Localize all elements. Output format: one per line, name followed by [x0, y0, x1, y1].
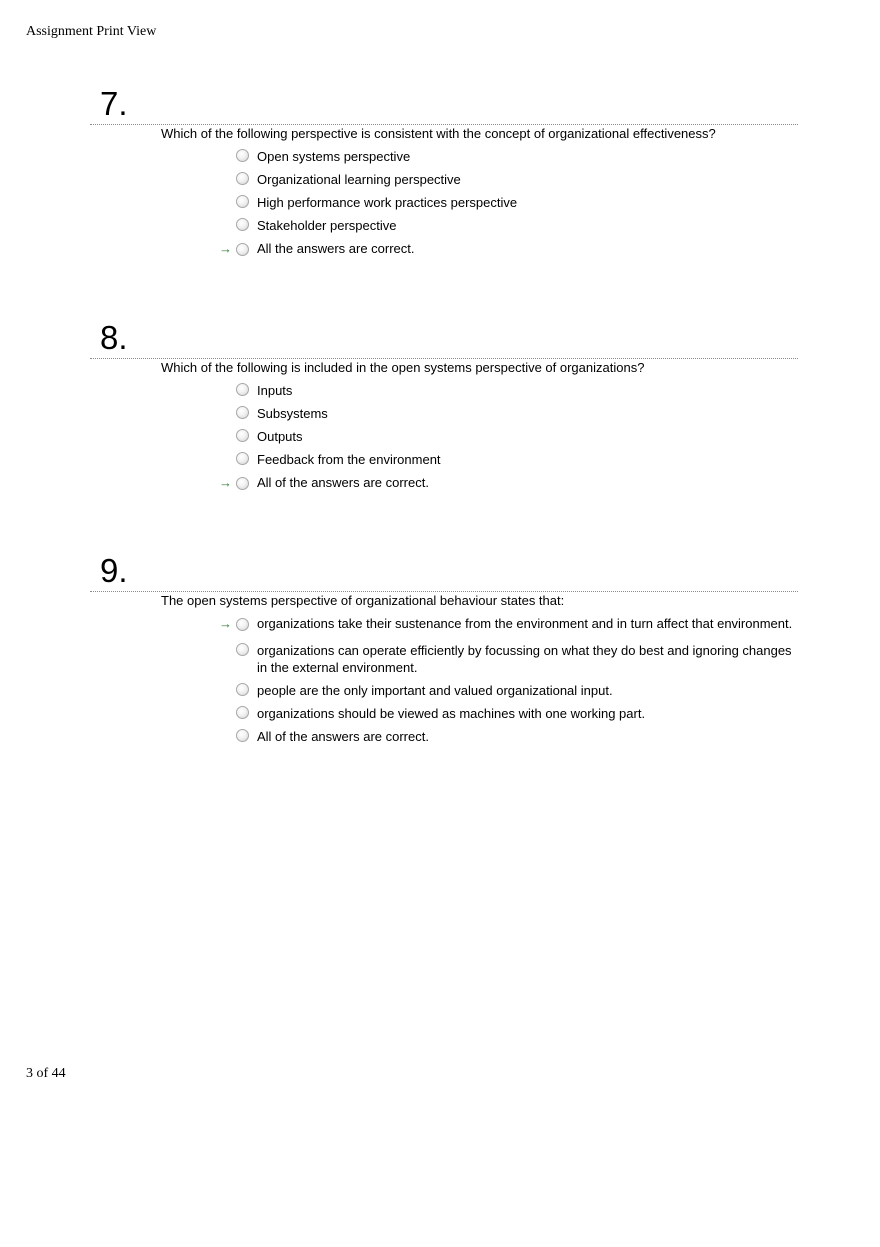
radio-button-icon[interactable] — [236, 383, 249, 396]
radio-button-icon[interactable] — [236, 406, 249, 419]
correct-answer-arrow-icon: → — [219, 241, 232, 256]
answer-option[interactable] — [236, 382, 798, 399]
answer-option-label: High performance work practices perspective — [257, 195, 518, 210]
radio-button-icon[interactable] — [236, 729, 249, 742]
answer-option[interactable] — [236, 428, 798, 445]
question-divider — [90, 591, 798, 592]
correct-answer-arrow-icon: → — [219, 616, 232, 631]
answer-option[interactable] — [236, 194, 798, 211]
answer-option-label: All the answers are correct. — [257, 241, 415, 256]
answer-option[interactable] — [236, 451, 798, 468]
question-divider — [90, 124, 798, 125]
answer-option-label: Inputs — [257, 383, 293, 398]
radio-button-icon[interactable] — [236, 618, 249, 631]
answer-options — [219, 615, 798, 745]
answer-option[interactable] — [236, 405, 798, 422]
answer-option-correct[interactable] — [219, 474, 798, 491]
radio-button-icon[interactable] — [236, 429, 249, 442]
answer-options — [219, 148, 798, 257]
question-7 — [90, 86, 798, 263]
radio-button-icon[interactable] — [236, 218, 249, 231]
radio-button-icon[interactable] — [236, 643, 249, 656]
page-number: 3 of 44 — [26, 1066, 66, 1081]
answer-option[interactable] — [236, 705, 798, 722]
answer-option-label: organizations take their sustenance from the environment and in turn affect that environment. — [257, 616, 793, 631]
answer-option-label: All of the answers are correct. — [257, 475, 429, 490]
page-header-title: Assignment Print View — [26, 24, 157, 39]
correct-answer-arrow-icon: → — [219, 475, 232, 490]
radio-button-icon[interactable] — [236, 172, 249, 185]
radio-button-icon[interactable] — [236, 706, 249, 719]
question-number: 9. — [100, 552, 128, 589]
question-8 — [90, 320, 798, 497]
answer-option-label: organizations should be viewed as machines with one working part. — [257, 706, 646, 721]
answer-option[interactable] — [236, 728, 798, 745]
answer-option-label: Subsystems — [257, 406, 328, 421]
question-number: 8. — [100, 319, 128, 356]
radio-button-icon[interactable] — [236, 683, 249, 696]
question-divider — [90, 358, 798, 359]
answer-option-label: Open systems perspective — [257, 149, 411, 164]
answer-option-label: Outputs — [257, 429, 303, 444]
answer-option[interactable] — [236, 217, 798, 234]
answer-option[interactable] — [236, 148, 798, 165]
question-text: Which of the following is included in the open systems perspective of organizations? — [161, 360, 645, 375]
answer-option[interactable] — [236, 171, 798, 188]
answer-options — [219, 382, 798, 491]
radio-button-icon[interactable] — [236, 149, 249, 162]
question-number: 7. — [100, 85, 128, 122]
answer-option-correct[interactable] — [219, 615, 798, 632]
radio-button-icon[interactable] — [236, 195, 249, 208]
answer-option-correct[interactable] — [219, 240, 798, 257]
question-text: Which of the following perspective is consistent with the concept of organizational effectiveness? — [161, 126, 716, 141]
answer-option-label: people are the only important and valued organizational input. — [257, 683, 613, 698]
answer-option-label: Feedback from the environment — [257, 452, 441, 467]
answer-option-label: All of the answers are correct. — [257, 729, 429, 744]
answer-option[interactable] — [236, 682, 798, 699]
radio-button-icon[interactable] — [236, 243, 249, 256]
question-text: The open systems perspective of organizational behaviour states that: — [161, 593, 565, 608]
answer-option[interactable] — [236, 642, 798, 676]
question-9 — [90, 553, 798, 751]
radio-button-icon[interactable] — [236, 452, 249, 465]
answer-option-label: Stakeholder perspective — [257, 218, 397, 233]
answer-option-label: organizations can operate efficiently by focussing on what they do best and ignoring changes in the external environment. — [257, 643, 792, 675]
answer-option-label: Organizational learning perspective — [257, 172, 461, 187]
radio-button-icon[interactable] — [236, 477, 249, 490]
